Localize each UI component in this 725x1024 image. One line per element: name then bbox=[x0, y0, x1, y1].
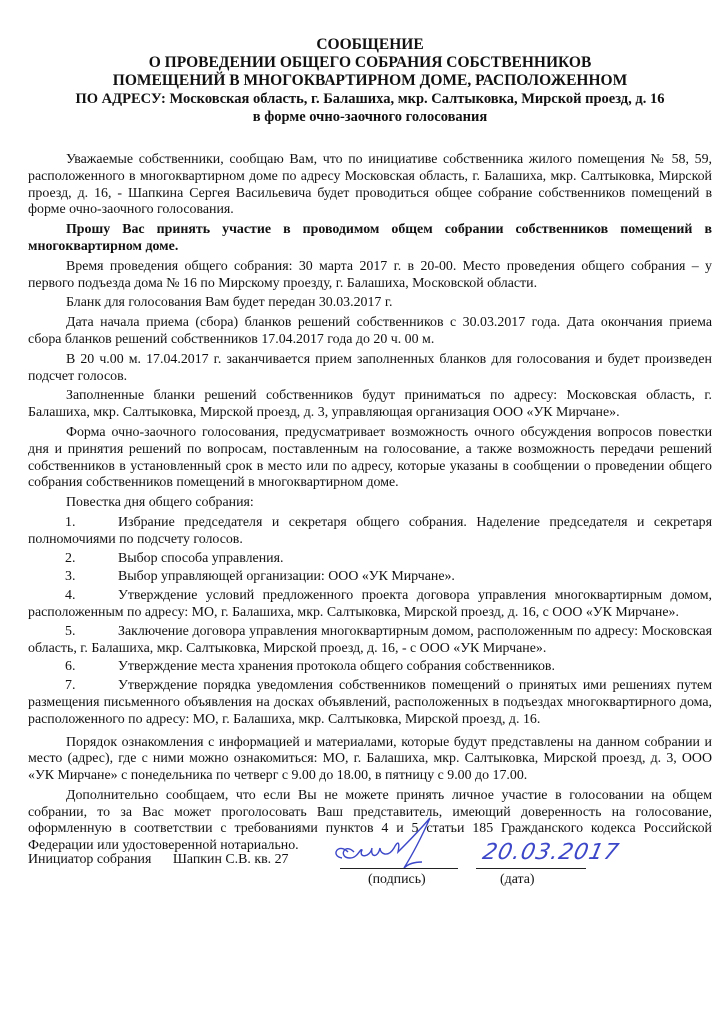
agenda-text: Утверждение условий предложенного проекта договора управления многоквартирным домом, расположенным по адресу: МО, г. Балашиха, мкр. Салтыковка, Мирской проезд, д. 16, с ООО «УК Мирчане». bbox=[28, 588, 712, 620]
agenda-text: Избрание председателя и секретаря общего собрания. Наделение председателя и секретаря полномочиями по подсчету голосов. bbox=[28, 514, 712, 547]
paragraph-proxy: Дополнительно сообщаем, что если Вы не можете принять личное участие в голосовании на общем собрании, то за Вас может проголосовать Ваш представитель, имеющий доверенность на голосование, оформленную в соответствии с требованиями пунктов 4 и 5 статьи 185 Гражданского кодекса Российской Федерации или удостоверенной нотариально. bbox=[28, 787, 712, 854]
title-line: СООБЩЕНИЕ bbox=[316, 36, 424, 53]
paragraph-form: Бланк для голосования Вам будет передан 30.03.2017 г. bbox=[66, 295, 393, 311]
signature-line bbox=[340, 868, 458, 869]
agenda-text: Выбор управляющей организации: ООО «УК Мирчане». bbox=[118, 569, 455, 585]
date-label: (дата) bbox=[500, 872, 535, 887]
agenda-text: Утверждение места хранения протокола общего собрания собственников. bbox=[118, 659, 555, 675]
agenda-heading: Повестка дня общего собрания: bbox=[66, 495, 254, 511]
date-line bbox=[476, 868, 586, 869]
agenda-text: Выбор способа управления. bbox=[118, 550, 284, 566]
title-line: ПОМЕЩЕНИЙ В МНОГОКВАРТИРНОМ ДОМЕ, РАСПОЛОЖЕННОМ bbox=[112, 72, 628, 89]
agenda-number: 7. bbox=[65, 678, 76, 694]
title-line: О ПРОВЕДЕНИИ ОБЩЕГО СОБРАНИЯ СОБСТВЕННИКОВ bbox=[148, 54, 592, 71]
agenda-item bbox=[28, 659, 712, 676]
paragraph-materials: Порядок ознакомления с информацией и материалами, которые будут представлены на данном собрании и место (адрес), где с ними можно ознакомиться: МО, г. Балашиха, мкр. Салтыковка, Мирской проезд, д. 3, ООО «УК Мирчане» с понедельника по четверг с 9.00 до 18.00, в пятницу с 9.00 до 17.00. bbox=[28, 734, 712, 784]
agenda-number: 2. bbox=[65, 550, 76, 566]
title-address: ПО АДРЕСУ: Московская область, г. Балашиха, мкр. Салтыковка, Мирской проезд, д. 16 bbox=[75, 91, 665, 107]
title-form: в форме очно-заочного голосования bbox=[252, 109, 488, 125]
agenda-text: Утверждение порядка уведомления собственников помещений о принятых ими решениях путем размещения письменного объявления на досках объявлений, расположенных в подъездах многоквартирного дома, расположенного по адресу: МО, г. Балашиха, мкр. Салтыковка, Мирской проезд, д. 16. bbox=[28, 678, 712, 727]
agenda-item bbox=[28, 588, 712, 622]
handwritten-date: 20.03.2017 bbox=[480, 840, 622, 865]
initiator bbox=[28, 852, 288, 868]
signature-label: (подпись) bbox=[368, 872, 426, 887]
paragraph-request: Прошу Вас принять участие в проводимом общем собрании собственников помещений в многоквартирном доме. bbox=[28, 222, 712, 254]
paragraph-intro: Уважаемые собственники, сообщаю Вам, что по инициативе собственника жилого помещения № 58, 59, расположенного в многоквартирном доме по адресу Московская область, г. Балашиха, мкр. Салтыковка, Мирской проезд, д. 16, - Шапкина Сергея Васильевича будет проводиться общее собрание собственников помещений в форме очно-заочного голосования. bbox=[28, 152, 712, 218]
paragraph-end: В 20 ч.00 м. 17.04.2017 г. заканчивается прием заполненных бланков для голосования и будет произведен подсчет голосов. bbox=[28, 351, 712, 384]
agenda-item bbox=[28, 569, 712, 586]
agenda-number: 1. bbox=[65, 514, 76, 530]
initiator-label: Инициатор собрания bbox=[28, 852, 152, 867]
agenda-text: Заключение договора управления многоквартирным домом, расположенным по адресу: Московская область, г. Балашиха, мкр. Салтыковка, Мирской проезд, д. 16, - с ООО «УК Мирчане». bbox=[28, 623, 712, 656]
initiator-name: Шапкин С.В. кв. 27 bbox=[172, 852, 289, 867]
agenda-number: 3. bbox=[65, 569, 76, 585]
document-title bbox=[20, 36, 720, 126]
signature-block bbox=[28, 840, 712, 908]
agenda-item bbox=[28, 515, 712, 549]
paragraph-dates: Дата начала приема (сбора) бланков решений собственников с 30.03.2017 года. Дата окончания приема сбора бланков решений собственников 17.04.2017 года до 20 ч. 00 м. bbox=[28, 315, 712, 347]
agenda-item bbox=[28, 551, 712, 568]
handwritten-signature bbox=[318, 812, 458, 872]
agenda-list bbox=[28, 515, 712, 729]
agenda-number: 6. bbox=[65, 659, 76, 675]
agenda-item bbox=[28, 624, 712, 658]
paragraph-format: Форма очно-заочного голосования, предусматривает возможность очного обсуждения вопросов повестки дня и принятия решений по вопросам, поставленным на голосование, а также возможность передачи решений собственников в установленный срок в место или по адресу, которые указаны в сообщении о проведении общего собрания собственников помещений в многоквартирном доме. bbox=[28, 424, 712, 491]
paragraph-address: Заполненные бланки решений собственников будут приниматься по адресу: Московская область, г. Балашиха, мкр. Салтыковка, Мирской проезд, д. 3, управляющая организация ООО «УК Мирчане». bbox=[28, 388, 712, 421]
paragraph-time: Время проведения общего собрания: 30 марта 2017 г. в 20-00. Место проведения общего собрания – у первого подъезда дома № 16 по Мирскому проезду, г. Балашиха, Московской области. bbox=[28, 258, 712, 291]
agenda-item bbox=[28, 678, 712, 728]
agenda-number: 5. bbox=[65, 623, 76, 639]
document-body bbox=[28, 152, 712, 858]
agenda-number: 4. bbox=[65, 588, 76, 604]
